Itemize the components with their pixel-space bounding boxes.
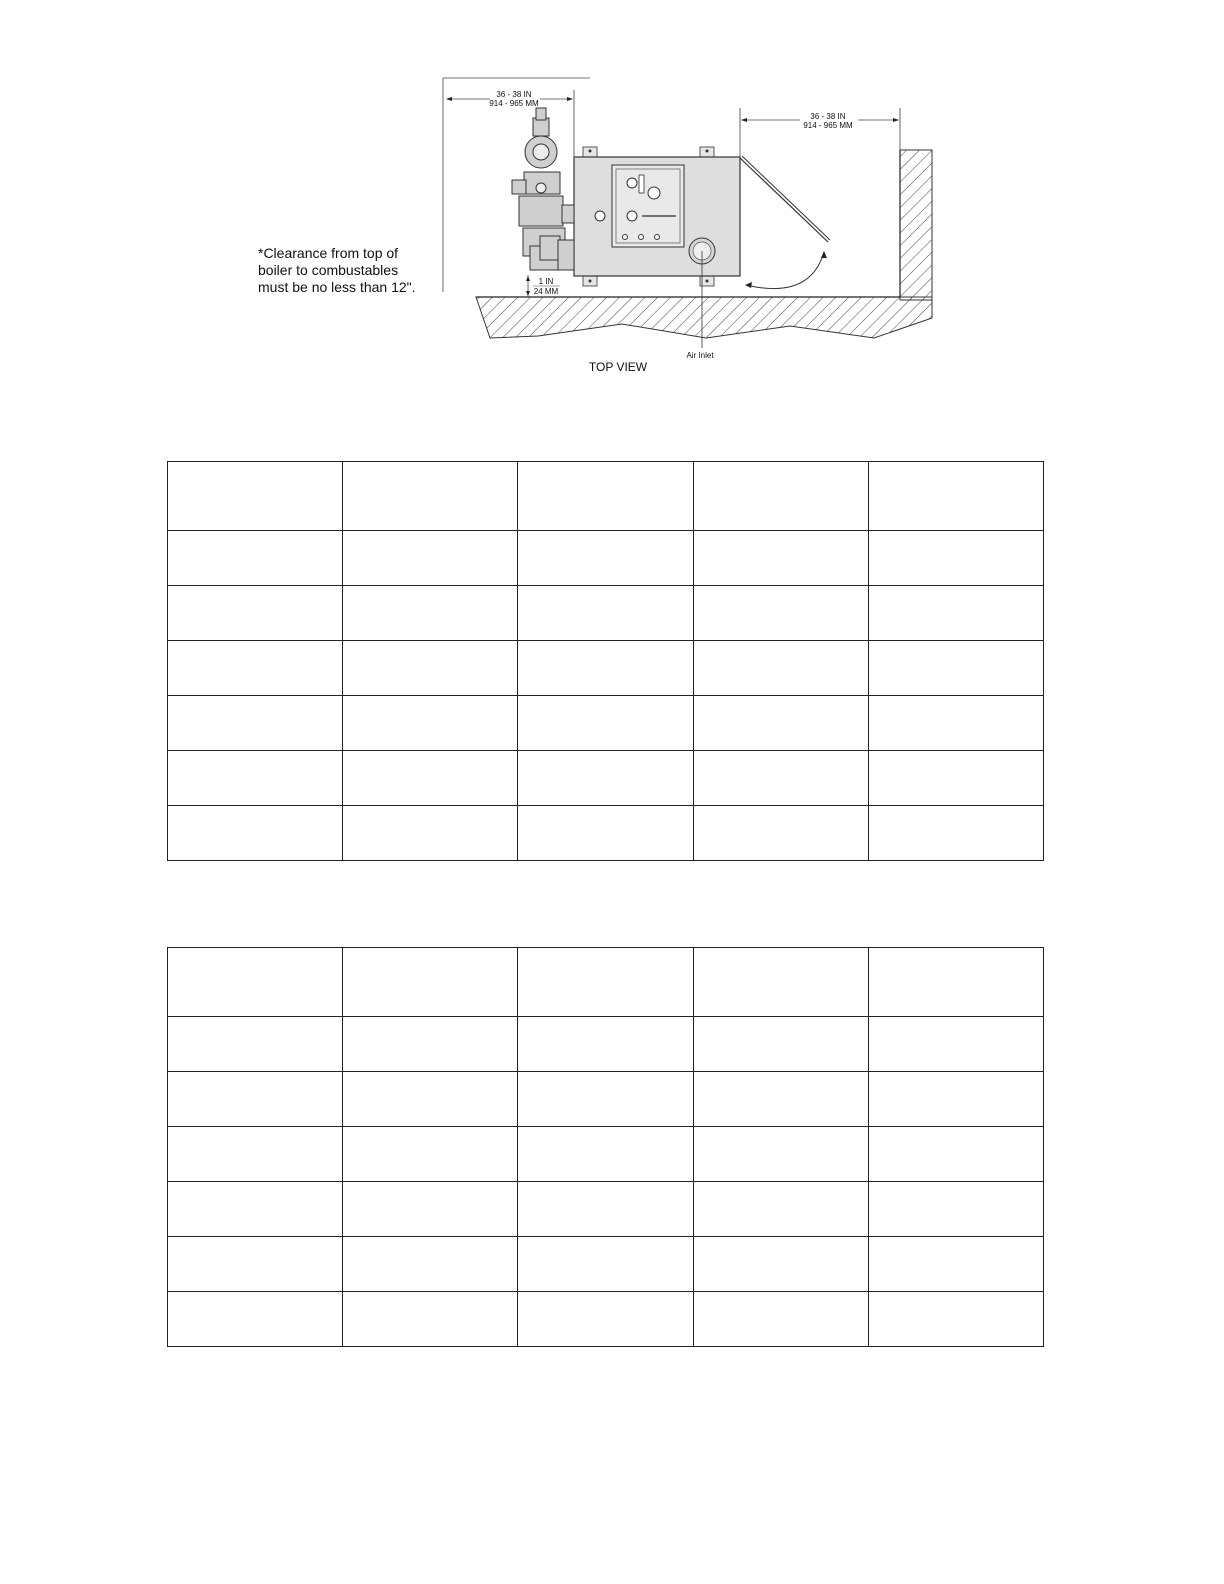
table-cell xyxy=(868,531,1043,586)
table-cell xyxy=(868,1182,1043,1237)
clearance-note-line: *Clearance from top of xyxy=(258,245,399,261)
table-cell xyxy=(693,586,868,641)
left-dimension-mm: 914 - 965 MM xyxy=(489,99,539,108)
table-cell xyxy=(168,696,343,751)
table-cell xyxy=(518,462,693,531)
empty-table-2 xyxy=(167,947,1044,1347)
table-cell xyxy=(168,1017,343,1072)
table-cell xyxy=(343,531,518,586)
table-cell xyxy=(868,641,1043,696)
table-row xyxy=(168,1237,1044,1292)
right-dimension-in: 36 - 38 IN xyxy=(810,112,846,121)
table-row xyxy=(168,751,1044,806)
table-cell xyxy=(343,696,518,751)
table-cell xyxy=(168,806,343,861)
wall-hatch xyxy=(900,150,932,300)
table-cell xyxy=(518,751,693,806)
table-cell xyxy=(168,531,343,586)
table-cell xyxy=(868,696,1043,751)
table-cell xyxy=(693,1237,868,1292)
left-dimension-in: 36 - 38 IN xyxy=(496,90,532,99)
table-cell xyxy=(168,462,343,531)
table-cell xyxy=(518,1237,693,1292)
table-cell xyxy=(868,1237,1043,1292)
table-cell xyxy=(343,586,518,641)
table-row xyxy=(168,948,1044,1017)
clearance-note xyxy=(258,245,458,296)
bottom-dimension-in: 1 IN xyxy=(538,277,554,286)
table-row xyxy=(168,1017,1044,1072)
table-cell xyxy=(868,1292,1043,1347)
table-cell xyxy=(693,1182,868,1237)
table-cell xyxy=(168,586,343,641)
table-cell xyxy=(343,1072,518,1127)
table-cell xyxy=(343,1017,518,1072)
view-label: TOP VIEW xyxy=(588,360,648,374)
table-row xyxy=(168,531,1044,586)
table-cell xyxy=(518,1072,693,1127)
table-cell xyxy=(518,586,693,641)
clearance-note-line: boiler to combustables xyxy=(258,262,399,278)
right-dimension-mm: 914 - 965 MM xyxy=(803,121,853,130)
table-cell xyxy=(693,1017,868,1072)
table-cell xyxy=(693,751,868,806)
table-cell xyxy=(168,948,343,1017)
table-cell xyxy=(693,1127,868,1182)
table-cell xyxy=(518,1127,693,1182)
table-cell xyxy=(868,462,1043,531)
air-inlet-label: Air Inlet xyxy=(686,351,714,360)
table-cell xyxy=(868,751,1043,806)
floor-hatch xyxy=(476,297,932,338)
table-cell xyxy=(518,948,693,1017)
table-cell xyxy=(343,806,518,861)
table-row xyxy=(168,586,1044,641)
table-cell xyxy=(168,1127,343,1182)
table-row xyxy=(168,1182,1044,1237)
bottom-dimension-mm: 24 MM xyxy=(533,287,559,296)
control-panel xyxy=(612,165,684,247)
table-cell xyxy=(518,1017,693,1072)
table-cell xyxy=(343,1182,518,1237)
table-cell xyxy=(868,1017,1043,1072)
table-cell xyxy=(343,641,518,696)
table-cell xyxy=(343,948,518,1017)
table-row xyxy=(168,696,1044,751)
table-cell xyxy=(868,806,1043,861)
table-row xyxy=(168,641,1044,696)
table-row xyxy=(168,1292,1044,1347)
table-row xyxy=(168,462,1044,531)
table-cell xyxy=(518,1292,693,1347)
table-cell xyxy=(868,586,1043,641)
table-cell xyxy=(868,1072,1043,1127)
table-cell xyxy=(343,1237,518,1292)
table-cell xyxy=(168,751,343,806)
table-cell xyxy=(343,462,518,531)
table-cell xyxy=(693,531,868,586)
table-cell xyxy=(518,531,693,586)
table-cell xyxy=(693,462,868,531)
table-cell xyxy=(168,1182,343,1237)
table-cell xyxy=(693,806,868,861)
table-row xyxy=(168,1072,1044,1127)
table-cell xyxy=(518,806,693,861)
table-cell xyxy=(693,1072,868,1127)
table-cell xyxy=(343,751,518,806)
clearance-note-line: must be no less than 12". xyxy=(258,279,416,295)
table-cell xyxy=(343,1127,518,1182)
table-cell xyxy=(168,1072,343,1127)
table-cell xyxy=(693,948,868,1017)
table-cell xyxy=(693,1292,868,1347)
table-cell xyxy=(518,641,693,696)
table-cell xyxy=(168,1237,343,1292)
table-cell xyxy=(168,641,343,696)
table-cell xyxy=(693,696,868,751)
table-cell xyxy=(693,641,868,696)
table-cell xyxy=(518,1182,693,1237)
table-cell xyxy=(343,1292,518,1347)
empty-table-1 xyxy=(167,461,1044,861)
table-cell xyxy=(868,948,1043,1017)
table-row xyxy=(168,1127,1044,1182)
table-cell xyxy=(868,1127,1043,1182)
table-cell xyxy=(168,1292,343,1347)
boiler-clearance-diagram xyxy=(0,0,1224,400)
table-row xyxy=(168,806,1044,861)
table-cell xyxy=(518,696,693,751)
